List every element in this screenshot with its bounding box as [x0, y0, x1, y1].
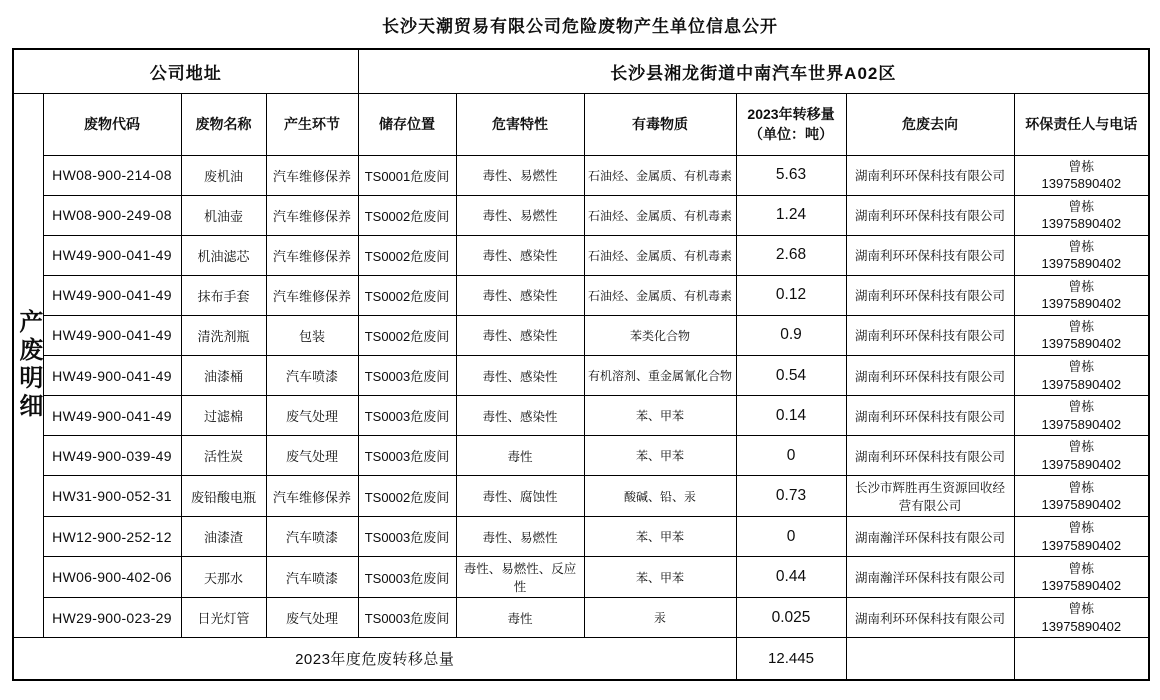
section-label-vertical: 产废明细	[13, 93, 43, 638]
cell-storage: TS0003危废间	[358, 436, 456, 476]
table-row	[13, 557, 1149, 598]
cell-contact	[1014, 557, 1149, 598]
cell-amount: 2.68	[736, 235, 846, 275]
cell-hazard: 毒性、易燃性、反应性	[456, 557, 584, 598]
cell-storage: TS0002危废间	[358, 235, 456, 275]
col-header-amount	[736, 93, 846, 155]
cell-amount: 0	[736, 436, 846, 476]
contact-phone: 13975890402	[1041, 416, 1122, 432]
contact-name: 曾栋	[1068, 158, 1095, 174]
cell-hazard: 毒性	[456, 436, 584, 476]
cell-hazard: 毒性、感染性	[456, 315, 584, 355]
cell-destination: 湖南瀚洋环保科技有限公司	[846, 517, 1014, 557]
cell-storage: TS0003危废间	[358, 598, 456, 638]
cell-destination: 湖南利环环保科技有限公司	[846, 155, 1014, 195]
col-header-amount-line2: （单位：吨）	[749, 126, 833, 142]
cell-hazard: 毒性、易燃性	[456, 195, 584, 235]
total-label: 2023年度危废转移总量	[13, 638, 736, 680]
contact-name: 曾栋	[1068, 601, 1095, 617]
cell-stage: 汽车维修保养	[266, 275, 358, 315]
cell-waste-code: HW08-900-214-08	[43, 155, 181, 195]
table-row	[13, 396, 1149, 436]
cell-hazard: 毒性	[456, 598, 584, 638]
cell-waste-name: 油漆桶	[181, 355, 266, 395]
cell-amount: 0.14	[736, 396, 846, 436]
cell-destination: 湖南利环环保科技有限公司	[846, 235, 1014, 275]
cell-waste-code: HW49-900-041-49	[43, 355, 181, 395]
cell-storage: TS0003危废间	[358, 355, 456, 395]
hazardous-waste-table	[12, 48, 1150, 681]
cell-stage: 汽车维修保养	[266, 235, 358, 275]
contact-name: 曾栋	[1068, 399, 1095, 415]
cell-toxic: 苯、甲苯	[584, 557, 736, 598]
cell-storage: TS0003危废间	[358, 517, 456, 557]
table-row	[13, 436, 1149, 476]
cell-amount: 0.54	[736, 355, 846, 395]
cell-stage: 汽车维修保养	[266, 155, 358, 195]
cell-contact	[1014, 355, 1149, 395]
cell-amount: 0.9	[736, 315, 846, 355]
cell-destination: 湖南瀚洋环保科技有限公司	[846, 557, 1014, 598]
cell-waste-code: HW08-900-249-08	[43, 195, 181, 235]
column-header-row	[13, 93, 1149, 155]
cell-destination: 湖南利环环保科技有限公司	[846, 436, 1014, 476]
cell-storage: TS0001危废间	[358, 155, 456, 195]
cell-destination: 湖南利环环保科技有限公司	[846, 275, 1014, 315]
table-row	[13, 315, 1149, 355]
contact-phone: 13975890402	[1041, 296, 1122, 312]
cell-destination: 湖南利环环保科技有限公司	[846, 355, 1014, 395]
contact-phone: 13975890402	[1041, 578, 1122, 594]
cell-waste-name: 清洗剂瓶	[181, 315, 266, 355]
cell-amount: 0.44	[736, 557, 846, 598]
cell-waste-code: HW31-900-052-31	[43, 476, 181, 517]
cell-contact	[1014, 275, 1149, 315]
col-header-stage: 产生环节	[266, 93, 358, 155]
cell-contact	[1014, 155, 1149, 195]
contact-name: 曾栋	[1068, 439, 1095, 455]
cell-contact	[1014, 436, 1149, 476]
cell-destination: 湖南利环环保科技有限公司	[846, 195, 1014, 235]
col-header-storage: 储存位置	[358, 93, 456, 155]
cell-waste-name: 天那水	[181, 557, 266, 598]
table-row	[13, 155, 1149, 195]
cell-waste-code: HW12-900-252-12	[43, 517, 181, 557]
contact-name: 曾栋	[1068, 560, 1095, 576]
cell-stage: 废气处理	[266, 436, 358, 476]
col-header-waste-name: 废物名称	[181, 93, 266, 155]
contact-name: 曾栋	[1068, 479, 1095, 495]
cell-amount: 5.63	[736, 155, 846, 195]
table-row	[13, 235, 1149, 275]
col-header-toxic: 有毒物质	[584, 93, 736, 155]
contact-phone: 13975890402	[1041, 456, 1122, 472]
cell-destination: 长沙市辉胜再生资源回收经营有限公司	[846, 476, 1014, 517]
total-row	[13, 638, 1149, 680]
company-address-value: 长沙县湘龙街道中南汽车世界A02区	[358, 49, 1149, 93]
table-row	[13, 275, 1149, 315]
total-amount: 12.445	[736, 638, 846, 680]
cell-hazard: 毒性、感染性	[456, 396, 584, 436]
contact-phone: 13975890402	[1041, 618, 1122, 634]
cell-amount: 0.025	[736, 598, 846, 638]
cell-stage: 包装	[266, 315, 358, 355]
cell-toxic: 石油烃、金属质、有机毒素	[584, 275, 736, 315]
total-empty-contact	[1014, 638, 1149, 680]
contact-phone: 13975890402	[1041, 336, 1122, 352]
cell-toxic: 石油烃、金属质、有机毒素	[584, 155, 736, 195]
company-address-label: 公司地址	[13, 49, 358, 93]
cell-waste-name: 油漆渣	[181, 517, 266, 557]
cell-toxic: 有机溶剂、重金属氰化合物	[584, 355, 736, 395]
cell-toxic: 苯、甲苯	[584, 436, 736, 476]
cell-toxic: 石油烃、金属质、有机毒素	[584, 195, 736, 235]
cell-toxic: 苯、甲苯	[584, 396, 736, 436]
cell-storage: TS0002危废间	[358, 195, 456, 235]
cell-storage: TS0002危废间	[358, 476, 456, 517]
cell-hazard: 毒性、腐蚀性	[456, 476, 584, 517]
cell-waste-name: 废机油	[181, 155, 266, 195]
cell-contact	[1014, 235, 1149, 275]
col-header-amount-line1: 2023年转移量	[747, 106, 835, 122]
cell-waste-code: HW49-900-041-49	[43, 235, 181, 275]
table-row	[13, 517, 1149, 557]
cell-amount: 0.73	[736, 476, 846, 517]
cell-contact	[1014, 315, 1149, 355]
page-title: 长沙天潮贸易有限公司危险废物产生单位信息公开	[382, 17, 778, 36]
cell-waste-code: HW49-900-041-49	[43, 396, 181, 436]
cell-waste-name: 机油滤芯	[181, 235, 266, 275]
cell-toxic: 酸碱、铅、汞	[584, 476, 736, 517]
cell-storage: TS0003危废间	[358, 396, 456, 436]
cell-toxic: 苯、甲苯	[584, 517, 736, 557]
cell-amount: 0.12	[736, 275, 846, 315]
cell-hazard: 毒性、易燃性	[456, 155, 584, 195]
table-row	[13, 476, 1149, 517]
cell-waste-code: HW29-900-023-29	[43, 598, 181, 638]
contact-name: 曾栋	[1068, 358, 1095, 374]
table-row	[13, 598, 1149, 638]
contact-phone: 13975890402	[1041, 537, 1122, 553]
cell-stage: 废气处理	[266, 396, 358, 436]
table-row	[13, 355, 1149, 395]
contact-phone: 13975890402	[1041, 176, 1122, 192]
cell-waste-name: 废铅酸电瓶	[181, 476, 266, 517]
cell-hazard: 毒性、易燃性	[456, 517, 584, 557]
cell-waste-code: HW49-900-041-49	[43, 315, 181, 355]
contact-name: 曾栋	[1068, 238, 1095, 254]
cell-storage: TS0003危废间	[358, 557, 456, 598]
cell-toxic: 汞	[584, 598, 736, 638]
cell-hazard: 毒性、感染性	[456, 355, 584, 395]
cell-stage: 汽车维修保养	[266, 195, 358, 235]
cell-contact	[1014, 598, 1149, 638]
total-empty-destination	[846, 638, 1014, 680]
contact-phone: 13975890402	[1041, 497, 1122, 513]
contact-name: 曾栋	[1068, 520, 1095, 536]
cell-contact	[1014, 195, 1149, 235]
cell-stage: 汽车喷漆	[266, 517, 358, 557]
cell-waste-code: HW49-900-041-49	[43, 275, 181, 315]
cell-waste-name: 机油壶	[181, 195, 266, 235]
contact-name: 曾栋	[1068, 198, 1095, 214]
cell-destination: 湖南利环环保科技有限公司	[846, 598, 1014, 638]
col-header-waste-code: 废物代码	[43, 93, 181, 155]
contact-name: 曾栋	[1068, 278, 1095, 294]
table-row	[13, 195, 1149, 235]
company-address-row	[13, 49, 1149, 93]
cell-contact	[1014, 476, 1149, 517]
cell-amount: 1.24	[736, 195, 846, 235]
cell-waste-code: HW49-900-039-49	[43, 436, 181, 476]
cell-stage: 汽车喷漆	[266, 355, 358, 395]
cell-amount: 0	[736, 517, 846, 557]
cell-stage: 汽车维修保养	[266, 476, 358, 517]
contact-phone: 13975890402	[1041, 376, 1122, 392]
cell-toxic: 石油烃、金属质、有机毒素	[584, 235, 736, 275]
cell-contact	[1014, 396, 1149, 436]
cell-storage: TS0002危废间	[358, 275, 456, 315]
cell-destination: 湖南利环环保科技有限公司	[846, 315, 1014, 355]
cell-waste-code: HW06-900-402-06	[43, 557, 181, 598]
cell-hazard: 毒性、感染性	[456, 275, 584, 315]
contact-name: 曾栋	[1068, 318, 1095, 334]
cell-hazard: 毒性、感染性	[456, 235, 584, 275]
contact-phone: 13975890402	[1041, 216, 1122, 232]
cell-waste-name: 活性炭	[181, 436, 266, 476]
cell-waste-name: 日光灯管	[181, 598, 266, 638]
col-header-hazard: 危害特性	[456, 93, 584, 155]
col-header-contact: 环保责任人与电话	[1014, 93, 1149, 155]
cell-contact	[1014, 517, 1149, 557]
cell-waste-name: 过滤棉	[181, 396, 266, 436]
cell-destination: 湖南利环环保科技有限公司	[846, 396, 1014, 436]
cell-toxic: 苯类化合物	[584, 315, 736, 355]
cell-waste-name: 抹布手套	[181, 275, 266, 315]
col-header-destination: 危废去向	[846, 93, 1014, 155]
cell-stage: 废气处理	[266, 598, 358, 638]
cell-stage: 汽车喷漆	[266, 557, 358, 598]
cell-storage: TS0002危废间	[358, 315, 456, 355]
contact-phone: 13975890402	[1041, 256, 1122, 272]
